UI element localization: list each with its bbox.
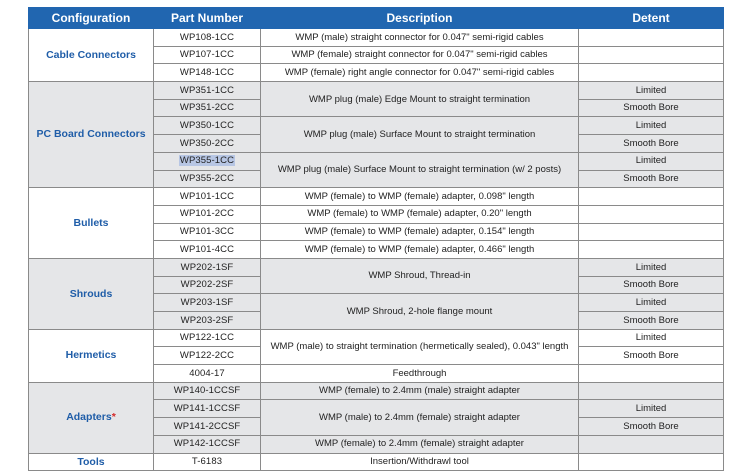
table-row [29,82,724,100]
description-cell: WMP (female) to WMP (female) adapter, 0.466" length [261,241,579,259]
part-number-cell: T-6183 [154,453,261,471]
description-cell: WMP (male) straight connector for 0.047" semi-rigid cables [261,29,579,47]
detent-cell [579,223,724,241]
detent-cell [579,382,724,400]
table-row [29,329,724,347]
detent-cell [579,46,724,64]
detent-cell: Limited [579,82,724,100]
table-row [29,258,724,276]
description-cell: WMP plug (male) Edge Mount to straight termination [261,82,579,117]
detent-cell: Smooth Bore [579,276,724,294]
detent-cell: Smooth Bore [579,312,724,330]
part-number-cell: WP142-1CCSF [154,435,261,453]
selected-text-highlight[interactable]: WP355-1CC [179,155,235,167]
detent-cell [579,365,724,383]
part-number-cell: WP351-1CC [154,82,261,100]
detent-cell: Smooth Bore [579,99,724,117]
part-number-cell: WP350-1CC [154,117,261,135]
group-pc-board-connectors: PC Board Connectors [29,82,154,188]
description-cell: Feedthrough [261,365,579,383]
part-number-cell: WP202-1SF [154,258,261,276]
part-number-cell: WP101-4CC [154,241,261,259]
description-cell: Insertion/Withdrawl tool [261,453,579,471]
detent-cell: Limited [579,400,724,418]
detent-cell: Limited [579,329,724,347]
part-number-cell: WP122-1CC [154,329,261,347]
header-description: Description [261,8,579,29]
group-adapters [29,382,154,453]
detent-cell: Limited [579,294,724,312]
description-cell: WMP plug (male) Surface Mount to straight termination (w/ 2 posts) [261,152,579,187]
part-number-cell: WP107-1CC [154,46,261,64]
table-row [29,382,724,400]
part-number-cell: WP141-1CCSF [154,400,261,418]
part-number-cell: WP140-1CCSF [154,382,261,400]
detent-cell [579,64,724,82]
group-adapters-label: Adapters [66,411,112,424]
parts-table [28,7,724,471]
group-bullets: Bullets [29,188,154,259]
header-configuration: Configuration [29,8,154,29]
part-number-cell: WP141-2CCSF [154,418,261,436]
detent-cell: Smooth Bore [579,347,724,365]
description-cell: WMP (female) right angle connector for 0.047" semi-rigid cables [261,64,579,82]
part-number-cell: WP101-2CC [154,205,261,223]
detent-cell [579,435,724,453]
detent-cell [579,29,724,47]
detent-cell: Smooth Bore [579,418,724,436]
group-shrouds: Shrouds [29,258,154,329]
detent-cell [579,188,724,206]
part-number-cell: WP351-2CC [154,99,261,117]
part-number-cell: WP122-2CC [154,347,261,365]
detent-cell [579,453,724,471]
part-number-cell: WP108-1CC [154,29,261,47]
footnote-asterisk: * [111,411,116,424]
description-cell: WMP plug (male) Surface Mount to straight termination [261,117,579,152]
part-number-cell: WP101-3CC [154,223,261,241]
detent-cell: Smooth Bore [579,170,724,188]
header-part-number: Part Number [154,8,261,29]
group-tools: Tools [29,453,154,471]
part-number-cell [154,152,261,170]
description-cell: WMP (female) to 2.4mm (female) straight adapter [261,435,579,453]
detent-cell: Smooth Bore [579,135,724,153]
part-number-cell: WP203-1SF [154,294,261,312]
part-number-cell: WP148-1CC [154,64,261,82]
description-cell: WMP (male) to 2.4mm (female) straight adapter [261,400,579,435]
part-number-cell: WP101-1CC [154,188,261,206]
detent-cell: Limited [579,258,724,276]
description-cell: WMP (female) to WMP (female) adapter, 0.154" length [261,223,579,241]
table-row [29,453,724,471]
table-row [29,188,724,206]
description-cell: WMP Shroud, 2-hole flange mount [261,294,579,329]
description-cell: WMP (male) to straight termination (hermetically sealed), 0.043" length [261,329,579,364]
group-hermetics: Hermetics [29,329,154,382]
description-cell: WMP (female) to 2.4mm (male) straight adapter [261,382,579,400]
part-number-cell: WP203-2SF [154,312,261,330]
description-cell: WMP (female) straight connector for 0.047" semi-rigid cables [261,46,579,64]
table-row [29,29,724,47]
group-cable-connectors: Cable Connectors [29,29,154,82]
detent-cell [579,205,724,223]
description-cell: WMP (female) to WMP (female) adapter, 0.098" length [261,188,579,206]
description-cell: WMP Shroud, Thread-in [261,258,579,293]
detent-cell [579,241,724,259]
header-row [29,8,724,29]
header-detent: Detent [579,8,724,29]
part-number-cell: WP350-2CC [154,135,261,153]
description-cell: WMP (female) to WMP (female) adapter, 0.20" length [261,205,579,223]
detent-cell: Limited [579,152,724,170]
part-number-cell: 4004-17 [154,365,261,383]
part-number-cell: WP355-2CC [154,170,261,188]
detent-cell: Limited [579,117,724,135]
part-number-cell: WP202-2SF [154,276,261,294]
